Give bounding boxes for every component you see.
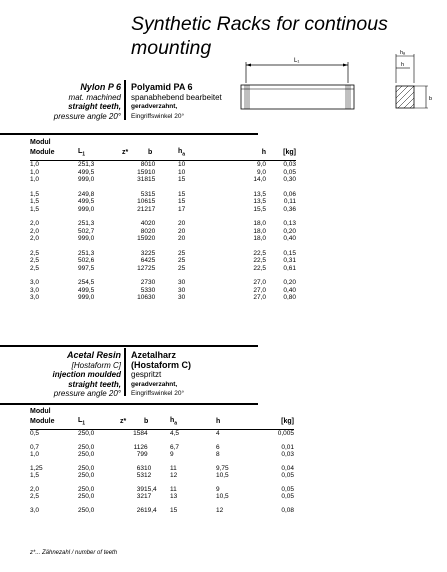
section2-de-line2: (Hostaform C)	[131, 359, 191, 370]
table-cell: 30	[178, 294, 186, 302]
table-row	[30, 279, 296, 287]
table-cell: 0,01	[281, 443, 294, 451]
table-cell: 18,0	[253, 220, 266, 228]
section1-table	[30, 139, 296, 302]
section1-de-line3: geradverzahnt,	[131, 103, 178, 110]
table-row	[30, 228, 296, 236]
table-cell: 9,75	[216, 464, 229, 472]
header-l1: L	[78, 147, 83, 155]
table-cell: 1,0	[30, 451, 40, 459]
table-cell: 10,5	[216, 493, 229, 501]
table-cell: 251,3	[78, 161, 95, 169]
table-cell: 30	[178, 286, 186, 294]
table-cell: 18,0	[253, 227, 266, 235]
table-cell: 0,31	[283, 257, 296, 265]
table-cell: 30	[148, 294, 156, 302]
table-row	[30, 220, 296, 228]
table-cell: 0,03	[281, 451, 294, 459]
h-label: h	[401, 62, 405, 68]
table-cell: 25	[148, 249, 156, 257]
section2-table	[30, 408, 294, 514]
header-h: h	[261, 148, 266, 156]
table-row	[30, 265, 296, 273]
table-cell: 1,0	[30, 176, 40, 184]
table-cell: 999,0	[78, 294, 95, 302]
table-cell: 1,5	[30, 205, 40, 213]
table-cell: 22,5	[253, 249, 266, 257]
header2-ha: h	[170, 416, 175, 424]
table-cell: 4	[216, 430, 220, 438]
table-cell: 27,0	[253, 279, 266, 287]
table-cell: 254,5	[78, 279, 95, 287]
header-kg: [kg]	[283, 148, 296, 156]
table-cell: 8	[216, 451, 220, 459]
table-cell: 27,0	[253, 294, 266, 302]
footnote: z*... Zähnezahl / number of teeth	[30, 550, 118, 556]
table-cell: 502,6	[78, 257, 95, 265]
table-cell: 3,0	[30, 286, 40, 294]
table-cell: 4,5	[170, 430, 180, 438]
table-cell: 502,7	[78, 227, 95, 235]
header-module: Module	[30, 148, 55, 156]
table-cell: 0,5	[30, 430, 40, 438]
header-b: b	[148, 148, 153, 156]
table-cell: 25	[178, 249, 186, 257]
table-cell: 0,40	[283, 235, 296, 243]
table-cell: 80	[140, 161, 148, 169]
table-cell: 499,5	[78, 198, 95, 206]
table-row	[30, 507, 294, 515]
table-cell: 2,5	[30, 249, 40, 257]
table-row	[30, 206, 296, 214]
table-cell: 15	[148, 198, 156, 206]
table-cell: 25	[178, 264, 186, 272]
table-cell: 11	[170, 464, 177, 472]
header2-l1-sub: 1	[82, 419, 86, 426]
section1-en-material: Nylon P 6	[80, 82, 121, 92]
table-cell: 9	[144, 451, 148, 459]
group-spacer	[30, 243, 296, 250]
table-cell: 106	[137, 198, 148, 206]
table-row	[30, 486, 294, 494]
table-cell: 64	[140, 257, 148, 265]
section2-en-line4: straight teeth,	[68, 379, 121, 389]
table-cell: 250,0	[78, 493, 95, 501]
table-row	[30, 250, 296, 258]
table-cell: 249,8	[78, 190, 95, 198]
header-modul: Modul	[30, 139, 51, 146]
table-cell: 0,36	[283, 205, 296, 213]
table-cell: 9	[216, 485, 220, 493]
section1-en-line2: mat. machined	[68, 92, 121, 102]
table-cell: 6	[216, 443, 220, 451]
header2-z: z*	[120, 417, 127, 425]
table-cell: 12	[144, 472, 152, 480]
rack-drawing	[232, 48, 442, 128]
table-cell: 17	[178, 205, 186, 213]
table-cell: 6	[144, 443, 148, 451]
table-cell: 0,06	[283, 190, 296, 198]
table-cell: 159	[137, 168, 148, 176]
table-cell: 25	[148, 257, 156, 265]
table-cell: 158	[133, 430, 144, 438]
table-cell: 18,0	[253, 235, 266, 243]
table-cell: 53	[140, 286, 148, 294]
table-row	[30, 287, 296, 295]
section2-en-line5: pressure angle 20°	[53, 389, 121, 398]
table-row	[30, 198, 296, 206]
table-cell: 0,15	[283, 249, 296, 257]
table-cell: 15	[170, 506, 178, 514]
header2-kg: [kg]	[281, 417, 294, 425]
table-cell: 20	[148, 227, 156, 235]
b-label: b	[429, 96, 433, 102]
table-row	[30, 169, 296, 177]
table-cell: 40	[140, 220, 148, 228]
table-cell: 250,0	[78, 451, 95, 459]
table-cell: 13,5	[253, 190, 266, 198]
table-cell: 999,0	[78, 235, 95, 243]
table-cell: 106	[137, 294, 148, 302]
table-cell: 250,0	[78, 430, 95, 438]
table-cell: 250,0	[78, 506, 95, 514]
section1-de-line4: Eingriffswinkel 20°	[131, 112, 185, 120]
table-cell: 15,5	[253, 205, 266, 213]
table-cell: 14,0	[253, 176, 266, 184]
table-cell: 1,5	[30, 472, 40, 480]
table-cell: 3,0	[30, 294, 40, 302]
section1-de-line2: spanabhebend bearbeitet	[131, 92, 222, 102]
table-cell: 1,5	[30, 190, 40, 198]
section2-top-rule	[0, 345, 258, 347]
table-cell: 0,04	[281, 464, 294, 472]
table-cell: 0,05	[283, 168, 296, 176]
table-cell: 0,20	[283, 279, 296, 287]
section2-de-line5: Eingriffswinkel 20°	[131, 390, 185, 397]
table-cell: 39	[136, 485, 144, 493]
table-cell: 15	[148, 176, 156, 184]
table-cell: 499,5	[78, 286, 95, 294]
table-cell: 53	[136, 472, 144, 480]
table-cell: 1,25	[30, 464, 43, 472]
table-row	[30, 472, 294, 480]
table-cell: 79	[136, 451, 144, 459]
table-row	[30, 493, 294, 501]
table-cell: 0,13	[283, 220, 296, 228]
table-cell: 0,005	[277, 430, 294, 438]
table-cell: 19,4	[144, 506, 157, 514]
table-cell: 10	[148, 168, 156, 176]
table-cell: 0,80	[283, 294, 296, 302]
table-cell: 9,0	[256, 168, 266, 176]
table-cell: 20	[148, 220, 156, 228]
table-cell: 17	[148, 205, 156, 213]
table-cell: 997,5	[78, 264, 95, 272]
table-cell: 3,0	[30, 279, 40, 287]
table-row	[30, 257, 296, 265]
table-row	[30, 465, 294, 473]
table-cell: 1,0	[30, 168, 40, 176]
table-cell: 11	[170, 485, 177, 493]
table-cell: 0,08	[281, 506, 294, 514]
table-cell: 2,0	[30, 227, 40, 235]
table-cell: 17	[144, 493, 152, 501]
table-cell: 25	[148, 264, 156, 272]
table-cell: 32	[140, 249, 148, 257]
table-cell: 15	[178, 190, 186, 198]
table-cell: 0,30	[283, 176, 296, 184]
table-cell: 2,5	[30, 493, 40, 501]
table-cell: 0,11	[283, 198, 296, 206]
table-cell: 12	[216, 506, 224, 514]
table-cell: 499,5	[78, 168, 95, 176]
group-spacer	[30, 272, 296, 279]
table-cell: 10	[144, 464, 152, 472]
table-cell: 251,3	[78, 220, 95, 228]
table-cell: 22,5	[253, 264, 266, 272]
table-cell: 999,0	[78, 176, 95, 184]
table-cell: 999,0	[78, 205, 95, 213]
table-cell: 27	[140, 279, 148, 287]
table-cell: 22,5	[253, 257, 266, 265]
table-cell: 3,0	[30, 506, 40, 514]
table-cell: 13,5	[253, 198, 266, 206]
ha-label: hₐ	[400, 50, 406, 56]
table-cell: 1,0	[30, 161, 40, 169]
header-l1-sub: 1	[82, 150, 86, 157]
table-cell: 0,05	[281, 493, 294, 501]
header2-l1: L	[78, 416, 83, 424]
table-cell: 0,40	[283, 286, 296, 294]
table-cell: 0,20	[283, 227, 296, 235]
table-row	[30, 294, 296, 302]
section2-en	[1, 351, 121, 399]
table-cell: 250,0	[78, 472, 95, 480]
page-title: Synthetic Racks for continous mounting	[131, 13, 388, 59]
table-cell: 27,0	[253, 286, 266, 294]
table-cell: 53	[140, 190, 148, 198]
section2-rule	[0, 403, 258, 405]
header2-ha-sub: a	[174, 419, 178, 426]
header2-module: Module	[30, 417, 55, 425]
table-cell: 212	[137, 205, 148, 213]
table-cell: 127	[137, 264, 148, 272]
section1-de	[131, 83, 222, 121]
table-cell: 2,0	[30, 485, 40, 493]
table-cell: 20	[178, 220, 186, 228]
table-cell: 112	[133, 443, 144, 451]
header2-modul: Modul	[30, 408, 51, 415]
table-cell: 30	[178, 279, 186, 287]
group-spacer	[30, 184, 296, 191]
table-cell: 26	[136, 506, 144, 514]
table-row	[30, 191, 296, 199]
table-cell: 15,4	[144, 485, 157, 493]
table-cell: 63	[136, 464, 144, 472]
section2-en-line2: [Hostaform C]	[71, 360, 121, 370]
table-cell: 251,3	[78, 249, 95, 257]
table-row	[30, 430, 294, 438]
table-cell: 6,7	[170, 443, 180, 451]
group-spacer	[30, 213, 296, 220]
header-ha: h	[178, 147, 183, 155]
header2-b: b	[144, 417, 149, 425]
table-cell: 2,0	[30, 235, 40, 243]
table-cell: 2,0	[30, 220, 40, 228]
table-cell: 13	[170, 493, 178, 501]
table-cell: 2,5	[30, 264, 40, 272]
table-cell: 20	[148, 235, 156, 243]
table-cell: 0,61	[283, 264, 296, 272]
table-cell: 15	[178, 198, 186, 206]
table-cell: 12	[170, 472, 178, 480]
header-ha-sub: a	[182, 150, 186, 157]
table-cell: 15	[178, 176, 186, 184]
table-cell: 30	[148, 279, 156, 287]
table-cell: 9	[170, 451, 174, 459]
table-cell: 4	[144, 430, 148, 438]
l1-label: L₁	[294, 58, 300, 64]
divider-bar	[124, 80, 126, 120]
table-cell: 2,5	[30, 257, 40, 265]
table-cell: 25	[178, 257, 186, 265]
header-z: z*	[122, 148, 129, 156]
table-cell: 20	[178, 235, 186, 243]
table-cell: 250,0	[78, 485, 95, 493]
table-cell: 80	[140, 227, 148, 235]
section2-en-line3: injection moulded	[52, 370, 121, 379]
table-cell: 250,0	[78, 464, 95, 472]
table-cell: 0,05	[281, 485, 294, 493]
section1-en	[1, 83, 121, 121]
table-cell: 10	[178, 168, 186, 176]
section2-de-line4: geradverzahnt,	[131, 380, 178, 388]
table-cell: 10	[178, 161, 186, 169]
table-cell: 1,5	[30, 198, 40, 206]
header2-h: h	[216, 417, 221, 425]
table-row	[30, 176, 296, 184]
section1-rule	[0, 133, 258, 135]
table-cell: 318	[137, 176, 148, 184]
table-cell: 15	[148, 190, 156, 198]
section1-en-line4: pressure angle 20°	[53, 111, 121, 121]
table-cell: 0,7	[30, 443, 40, 451]
table-cell: 20	[178, 227, 186, 235]
table-row	[30, 235, 296, 243]
divider-bar-2	[124, 348, 126, 396]
section2-de-material: Azetalharz	[131, 350, 177, 360]
section2-en-material: Acetal Resin	[66, 350, 121, 360]
section1-en-line3: straight teeth,	[68, 102, 121, 111]
table-row	[30, 161, 296, 169]
table-cell: 0,05	[281, 472, 294, 480]
table-cell: 159	[137, 235, 148, 243]
section2-de	[131, 351, 191, 399]
table-row	[30, 451, 294, 459]
table-cell: 0,03	[283, 161, 296, 169]
table-cell: 30	[148, 286, 156, 294]
table-cell: 32	[136, 493, 144, 501]
table-cell: 250,0	[78, 443, 95, 451]
section2-de-line3: gespritzt	[131, 370, 162, 379]
table-cell: 9,0	[256, 161, 266, 169]
table-cell: 10	[148, 161, 156, 169]
table-row	[30, 444, 294, 452]
table-cell: 10,5	[216, 472, 229, 480]
section1-de-material: Polyamid PA 6	[131, 82, 193, 92]
